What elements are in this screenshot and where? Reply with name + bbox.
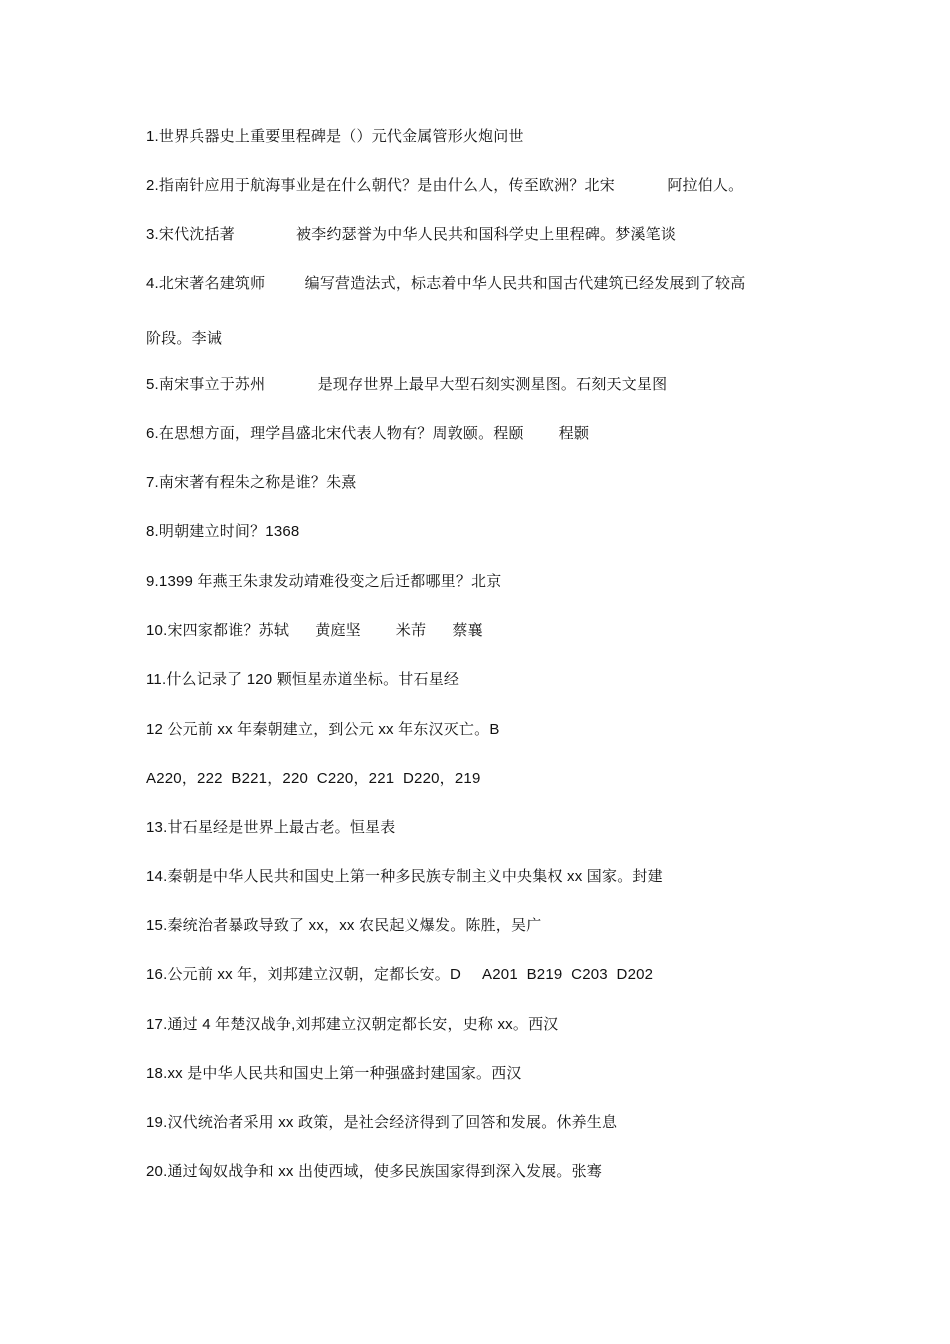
question-16: 16.公元前 xx 年，刘邦建立汉朝，定都长安。D A201 B219 C203 D202 — [146, 966, 654, 983]
question-5: 5.南宋事立于苏州 是现存世界上最早大型石刻实测星图。石刻天文星图 — [146, 376, 668, 393]
question-4: 4.北宋著名建筑师 编写营造法式，标志着中华人民共和国古代建筑已经发展到了较高 — [146, 275, 746, 292]
question-10: 10.宋四家都谁？苏轼 黄庭坚 米芾 蔡襄 — [146, 622, 483, 639]
question-14: 14.秦朝是中华人民共和国史上第一种多民族专制主义中央集权 xx 国家。封建 — [146, 868, 663, 885]
question-2: 2.指南针应用于航海事业是在什么朝代？是由什么人，传至欧洲？北宋 阿拉伯人。 — [146, 177, 744, 194]
question-18: 18.xx 是中华人民共和国史上第一种强盛封建国家。西汉 — [146, 1065, 522, 1082]
question-6: 6.在思想方面，理学昌盛北宋代表人物有？周敦颐。程颐 程颢 — [146, 425, 590, 442]
question-17: 17.通过 4 年楚汉战争,刘邦建立汉朝定都长安，史称 xx。西汉 — [146, 1016, 559, 1033]
question-11: 11.什么记录了 120 颗恒星赤道坐标。甘石星经 — [146, 671, 460, 688]
question-12-options: A220，222 B221，220 C220，221 D220，219 — [146, 770, 481, 787]
question-7: 7.南宋著有程朱之称是谁？朱熹 — [146, 474, 357, 491]
question-8: 8.明朝建立时间？1368 — [146, 523, 300, 540]
question-4-continuation: 阶段。李诫 — [146, 330, 223, 347]
question-13: 13.甘石星经是世界上最古老。恒星表 — [146, 819, 396, 836]
question-19: 19.汉代统治者采用 xx 政策，是社会经济得到了回答和发展。休养生息 — [146, 1114, 618, 1131]
question-9: 9.1399 年燕王朱隶发动靖难役变之后迁都哪里？北京 — [146, 573, 502, 590]
question-12: 12 公元前 xx 年秦朝建立，到公元 xx 年东汉灭亡。B — [146, 721, 500, 738]
question-15: 15.秦统治者暴政导致了 xx，xx 农民起义爆发。陈胜，吴广 — [146, 917, 542, 934]
question-20: 20.通过匈奴战争和 xx 出使西域，使多民族国家得到深入发展。张骞 — [146, 1163, 602, 1180]
question-1: 1.世界兵器史上重要里程碑是（）元代金属管形火炮问世 — [146, 128, 524, 145]
question-3: 3.宋代沈括著 被李约瑟誉为中华人民共和国科学史上里程碑。梦溪笔谈 — [146, 226, 677, 243]
